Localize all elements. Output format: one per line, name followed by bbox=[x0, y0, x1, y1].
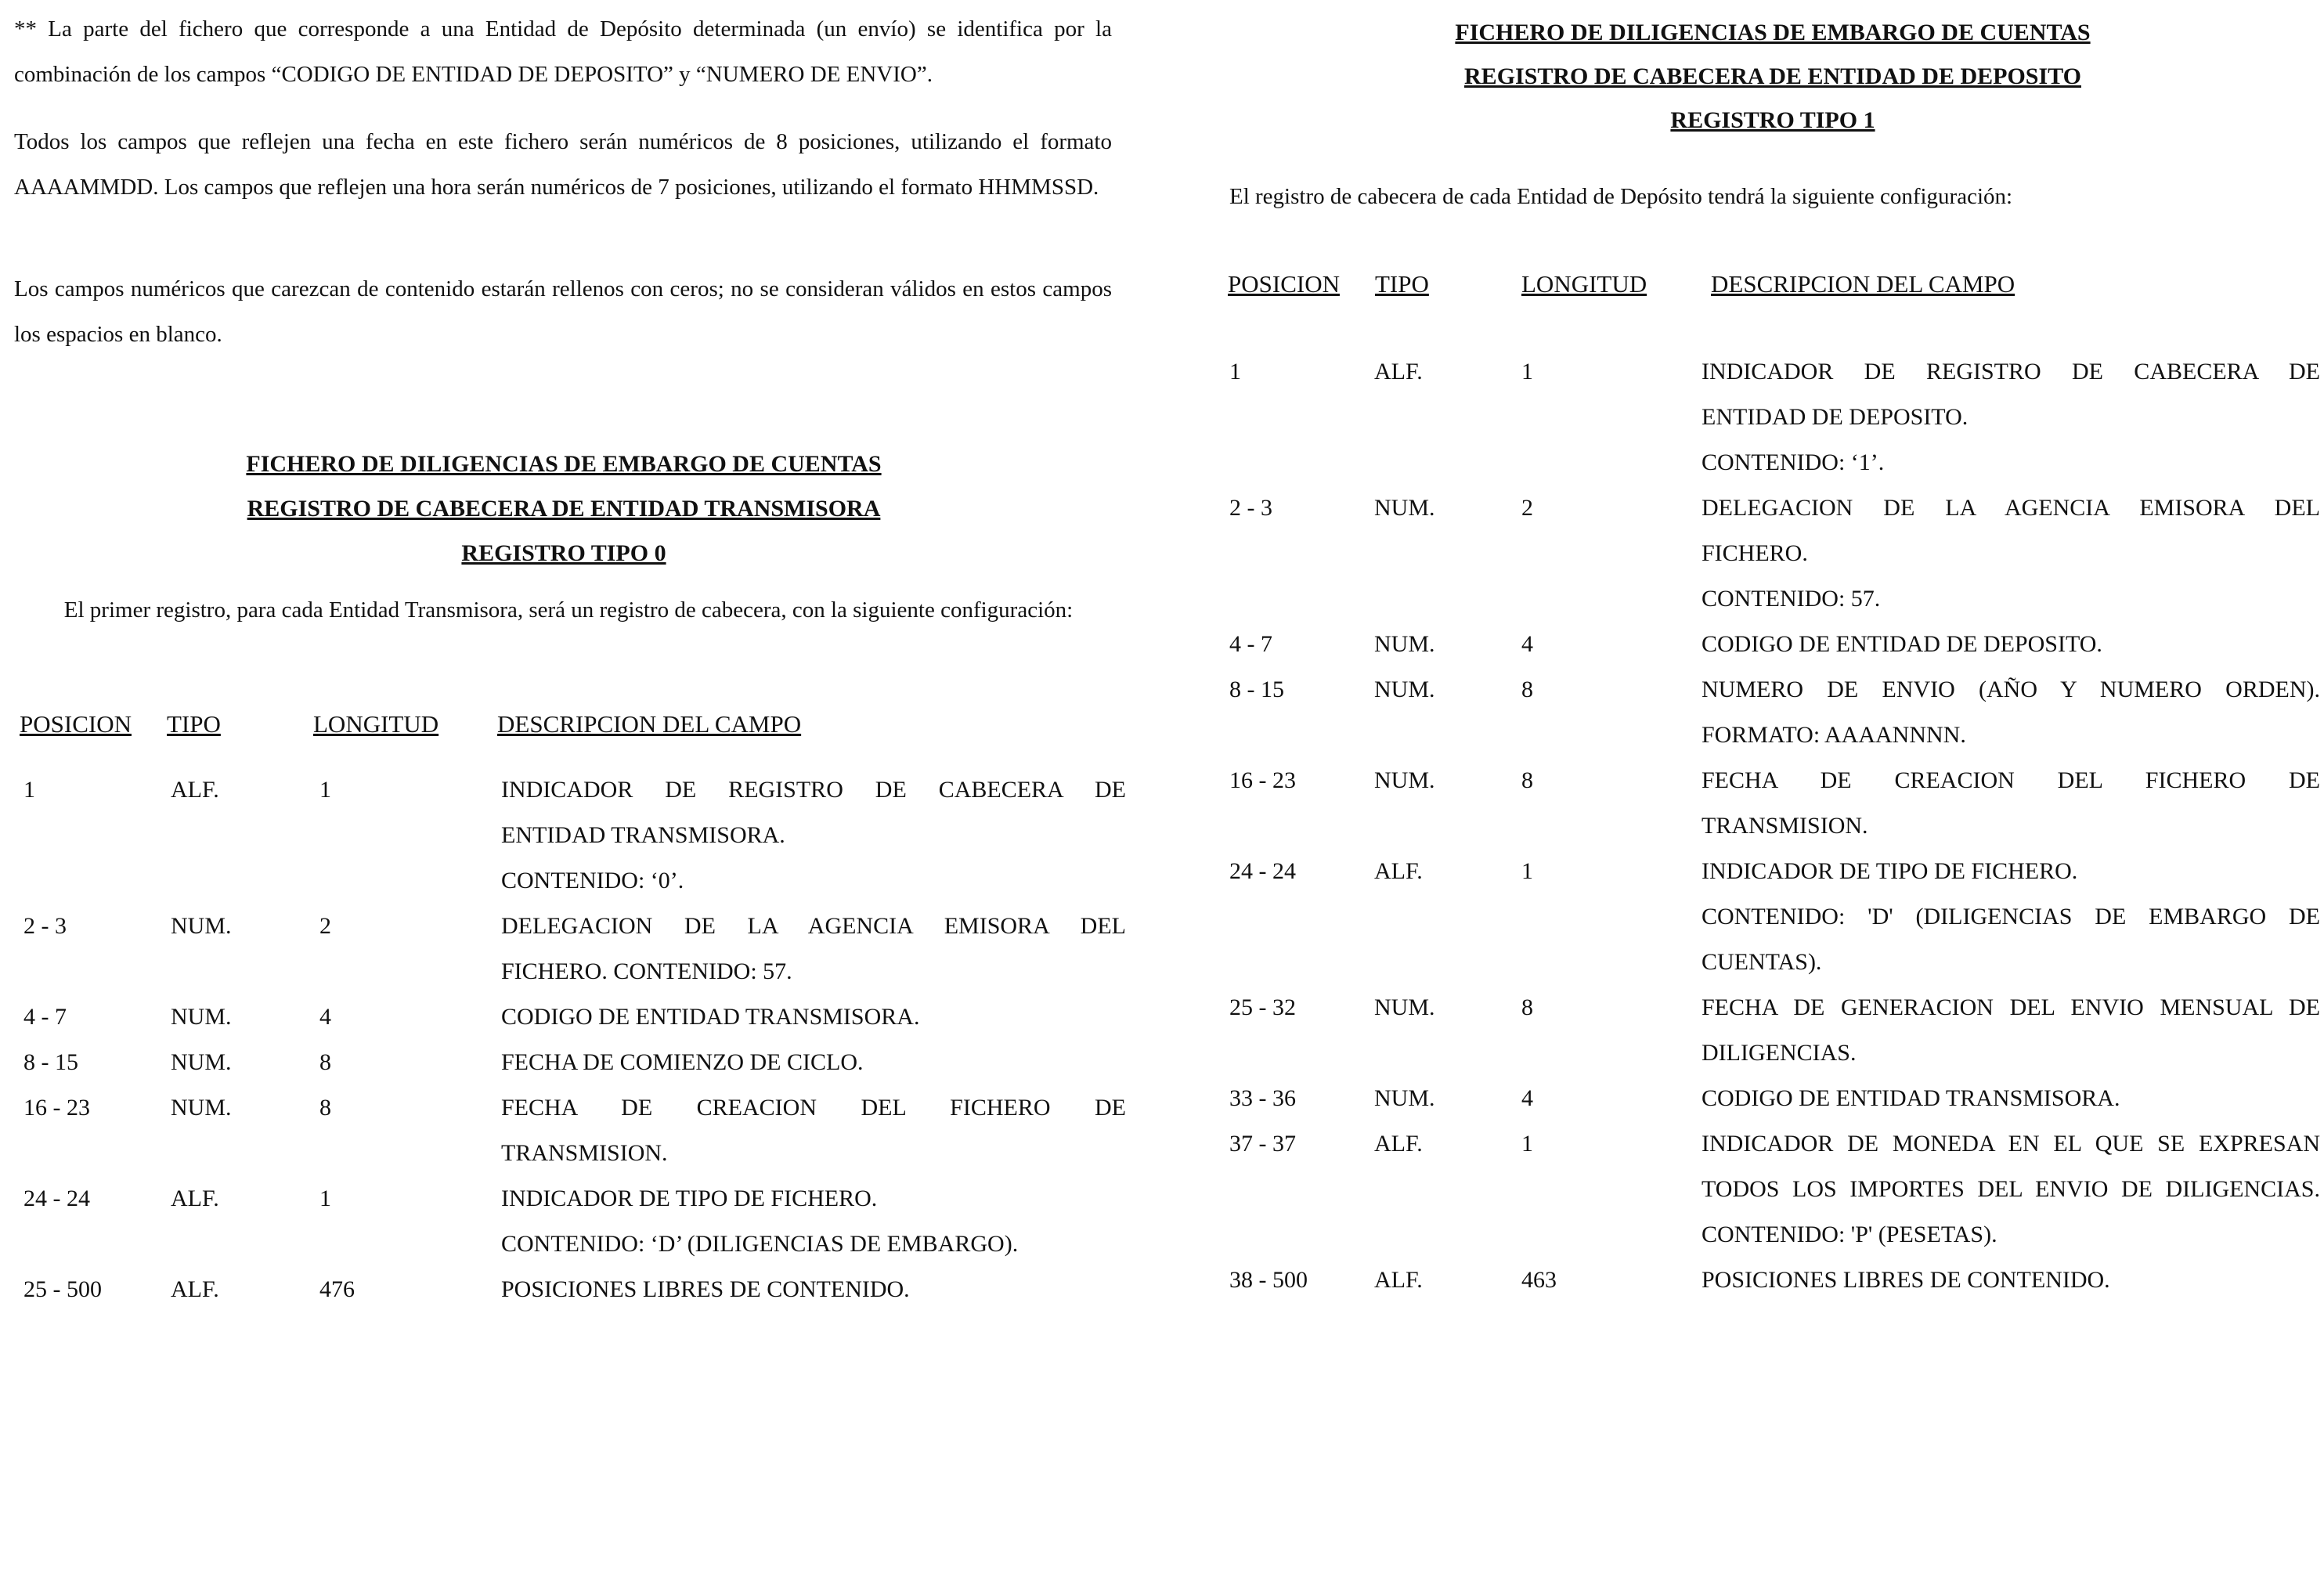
type-cell: ALF. bbox=[1374, 359, 1423, 384]
length-cell: 463 bbox=[1521, 1267, 1557, 1293]
description-line: FECHA DE GENERACION DEL ENVIO MENSUAL DE bbox=[1702, 994, 2320, 1020]
length-cell: 8 bbox=[319, 1049, 331, 1075]
type-cell: ALF. bbox=[171, 1186, 219, 1211]
type-cell: ALF. bbox=[171, 777, 219, 803]
description-cell bbox=[1702, 1121, 2320, 1258]
length-cell: 4 bbox=[1521, 631, 1533, 657]
description-cell bbox=[501, 994, 1126, 1040]
position-cell: 24 - 24 bbox=[1229, 858, 1296, 884]
type-cell: NUM. bbox=[1374, 495, 1435, 521]
description-line: INDICADOR DE REGISTRO DE CABECERA DE bbox=[501, 777, 1126, 803]
description-line: INDICADOR DE TIPO DE FICHERO. bbox=[1702, 858, 2078, 884]
description-line: CONTENIDO: ‘1’. bbox=[1702, 449, 1885, 475]
length-cell: 1 bbox=[1521, 1131, 1533, 1157]
description-line: FECHA DE COMIENZO DE CICLO. bbox=[501, 1049, 864, 1075]
col-posicion: POSICION bbox=[1228, 270, 1340, 298]
intro-text: El registro de cabecera de cada Entidad de Depósito tendrá la siguiente configuración: bbox=[1229, 184, 2013, 209]
length-cell: 2 bbox=[319, 913, 331, 939]
position-cell: 25 - 32 bbox=[1229, 994, 1296, 1020]
type-cell: NUM. bbox=[171, 1049, 232, 1075]
position-cell: 4 - 7 bbox=[1229, 631, 1272, 657]
description-cell bbox=[1702, 485, 2320, 622]
description-line: POSICIONES LIBRES DE CONTENIDO. bbox=[1702, 1267, 2110, 1293]
type-cell: NUM. bbox=[171, 1095, 232, 1121]
length-cell: 8 bbox=[319, 1095, 331, 1121]
description-cell bbox=[501, 1176, 1126, 1267]
description-line: FICHERO. CONTENIDO: 57. bbox=[501, 958, 792, 984]
description-line: INDICADOR DE TIPO DE FICHERO. bbox=[501, 1186, 878, 1211]
type-cell: NUM. bbox=[171, 913, 232, 939]
description-cell bbox=[501, 1085, 1126, 1176]
description-line: TRANSMISION. bbox=[1702, 813, 1868, 839]
heading-line-3: REGISTRO TIPO 0 bbox=[461, 540, 666, 566]
position-cell: 16 - 23 bbox=[1229, 767, 1296, 793]
description-line: DELEGACION DE LA AGENCIA EMISORA DEL bbox=[501, 913, 1126, 939]
type-cell: ALF. bbox=[1374, 1131, 1423, 1157]
description-cell bbox=[1702, 349, 2320, 485]
note-fechas: Todos los campos que reflejen una fecha en este fichero serán numéricos de 8 posiciones, utilizando el formato AAAAMMDD. Los campos que reflejen una hora serán numéricos de 7 posiciones, utilizando el formato HHMMSSD. bbox=[14, 129, 1112, 200]
col-longitud: LONGITUD bbox=[313, 710, 439, 738]
position-cell: 8 - 15 bbox=[23, 1049, 78, 1075]
description-line: TODOS LOS IMPORTES DEL ENVIO DE DILIGENCIAS. bbox=[1702, 1176, 2320, 1202]
description-line: FECHA DE CREACION DEL FICHERO DE bbox=[501, 1095, 1126, 1121]
description-line: CUENTAS). bbox=[1702, 949, 1822, 975]
col-descripcion: DESCRIPCION DEL CAMPO bbox=[1711, 270, 2015, 298]
description-line: CODIGO DE ENTIDAD TRANSMISORA. bbox=[501, 1004, 920, 1030]
type-cell: NUM. bbox=[1374, 631, 1435, 657]
position-cell: 1 bbox=[1229, 359, 1241, 384]
intro-text: El primer registro, para cada Entidad Transmisora, será un registro de cabecera, con la siguiente configuración: bbox=[63, 597, 1074, 623]
description-cell bbox=[1702, 1076, 2320, 1121]
heading-line-1: FICHERO DE DILIGENCIAS DE EMBARGO DE CUENTAS bbox=[246, 451, 882, 477]
description-line: INDICADOR DE REGISTRO DE CABECERA DE bbox=[1702, 359, 2320, 384]
description-line: FORMATO: AAAANNNN. bbox=[1702, 722, 1966, 748]
description-line: INDICADOR DE MONEDA EN EL QUE SE EXPRESAN bbox=[1702, 1131, 2320, 1157]
description-cell bbox=[501, 1040, 1126, 1085]
type-cell: NUM. bbox=[171, 1004, 232, 1030]
length-cell: 4 bbox=[319, 1004, 331, 1030]
description-cell bbox=[1702, 667, 2320, 758]
type-cell: ALF. bbox=[171, 1276, 219, 1302]
type-cell: NUM. bbox=[1374, 994, 1435, 1020]
description-line: NUMERO DE ENVIO (AÑO Y NUMERO ORDEN). bbox=[1702, 677, 2320, 702]
col-descripcion: DESCRIPCION DEL CAMPO bbox=[497, 710, 802, 738]
description-cell bbox=[501, 904, 1126, 994]
position-cell: 4 - 7 bbox=[23, 1004, 67, 1030]
description-line: POSICIONES LIBRES DE CONTENIDO. bbox=[501, 1276, 910, 1302]
type-cell: ALF. bbox=[1374, 858, 1423, 884]
description-line: ENTIDAD DE DEPOSITO. bbox=[1702, 404, 1969, 430]
description-line: FECHA DE CREACION DEL FICHERO DE bbox=[1702, 767, 2320, 793]
col-posicion: POSICION bbox=[20, 710, 132, 738]
description-cell bbox=[1702, 849, 2320, 985]
type-cell: NUM. bbox=[1374, 767, 1435, 793]
col-longitud: LONGITUD bbox=[1521, 270, 1647, 298]
type-cell: NUM. bbox=[1374, 1085, 1435, 1111]
heading-line-3: REGISTRO TIPO 1 bbox=[1670, 107, 1875, 133]
length-cell: 8 bbox=[1521, 677, 1533, 702]
length-cell: 476 bbox=[319, 1276, 355, 1302]
description-line: TRANSMISION. bbox=[501, 1140, 668, 1166]
description-cell bbox=[1702, 622, 2320, 667]
position-cell: 1 bbox=[23, 777, 35, 803]
type-cell: ALF. bbox=[1374, 1267, 1423, 1293]
description-cell bbox=[1702, 985, 2320, 1076]
heading-line-2: REGISTRO DE CABECERA DE ENTIDAD DE DEPOSITO bbox=[1464, 63, 2081, 89]
note-envio: ** La parte del fichero que corresponde a una Entidad de Depósito determinada (un envío) se identifica por la combinación de los campos “CODIGO DE ENTIDAD DE DEPOSITO” y “NUMERO DE ENVIO”. bbox=[14, 16, 1112, 87]
description-line: CODIGO DE ENTIDAD TRANSMISORA. bbox=[1702, 1085, 2120, 1111]
heading-line-2: REGISTRO DE CABECERA DE ENTIDAD TRANSMISORA bbox=[247, 496, 881, 522]
length-cell: 1 bbox=[319, 777, 331, 803]
note-numericos: Los campos numéricos que carezcan de contenido estarán rellenos con ceros; no se consideran válidos en estos campos los espacios en blanco. bbox=[14, 276, 1112, 347]
length-cell: 8 bbox=[1521, 767, 1533, 793]
length-cell: 4 bbox=[1521, 1085, 1533, 1111]
position-cell: 8 - 15 bbox=[1229, 677, 1284, 702]
length-cell: 1 bbox=[1521, 858, 1533, 884]
position-cell: 16 - 23 bbox=[23, 1095, 90, 1121]
position-cell: 38 - 500 bbox=[1229, 1267, 1308, 1293]
position-cell: 2 - 3 bbox=[23, 913, 67, 939]
length-cell: 8 bbox=[1521, 994, 1533, 1020]
description-cell bbox=[1702, 1258, 2320, 1303]
description-line: DILIGENCIAS. bbox=[1702, 1040, 1857, 1066]
description-line: DELEGACION DE LA AGENCIA EMISORA DEL bbox=[1702, 495, 2320, 521]
length-cell: 1 bbox=[319, 1186, 331, 1211]
description-line: CONTENIDO: 'D' (DILIGENCIAS DE EMBARGO DE bbox=[1702, 904, 2320, 929]
position-cell: 33 - 36 bbox=[1229, 1085, 1296, 1111]
position-cell: 2 - 3 bbox=[1229, 495, 1272, 521]
heading-line-1: FICHERO DE DILIGENCIAS DE EMBARGO DE CUENTAS bbox=[1455, 20, 2091, 45]
col-tipo: TIPO bbox=[1375, 270, 1429, 298]
description-line: CODIGO DE ENTIDAD DE DEPOSITO. bbox=[1702, 631, 2102, 657]
description-line: ENTIDAD TRANSMISORA. bbox=[501, 822, 785, 848]
position-cell: 25 - 500 bbox=[23, 1276, 102, 1302]
length-cell: 2 bbox=[1521, 495, 1533, 521]
description-line: FICHERO. bbox=[1702, 540, 1808, 566]
description-cell bbox=[1702, 758, 2320, 849]
length-cell: 1 bbox=[1521, 359, 1533, 384]
position-cell: 37 - 37 bbox=[1229, 1131, 1296, 1157]
description-cell bbox=[501, 1267, 1126, 1312]
col-tipo: TIPO bbox=[167, 710, 221, 738]
description-line: CONTENIDO: ‘D’ (DILIGENCIAS DE EMBARGO). bbox=[501, 1231, 1019, 1257]
position-cell: 24 - 24 bbox=[23, 1186, 90, 1211]
description-line: CONTENIDO: 'P' (PESETAS). bbox=[1702, 1222, 1997, 1247]
description-line: CONTENIDO: 57. bbox=[1702, 586, 1881, 612]
type-cell: NUM. bbox=[1374, 677, 1435, 702]
description-cell bbox=[501, 767, 1126, 904]
description-line: CONTENIDO: ‘0’. bbox=[501, 868, 684, 893]
